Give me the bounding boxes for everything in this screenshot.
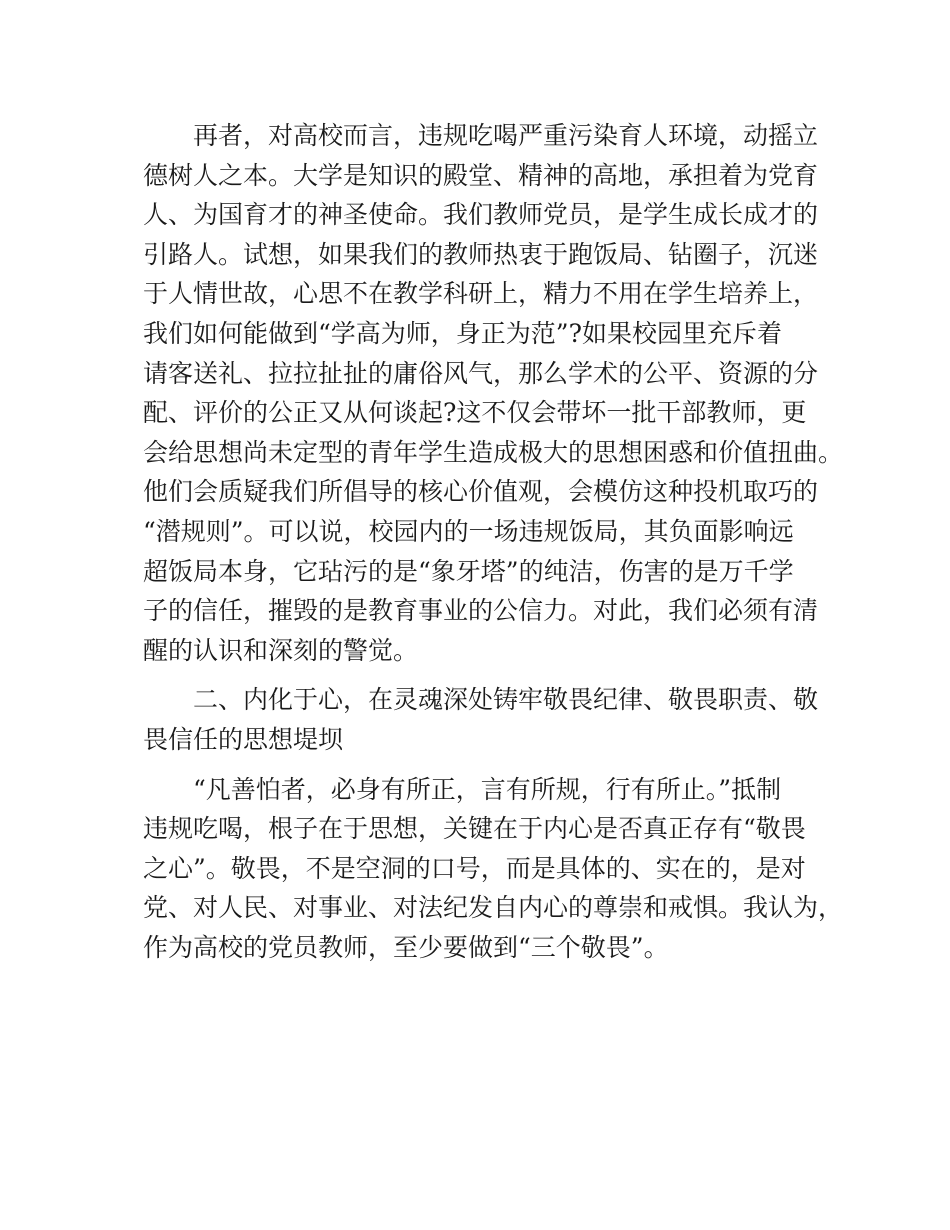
text-line: 引路人。试想，如果我们的教师热衷于跑饭局、钻圈子，沉迷	[143, 239, 819, 269]
text-line: 之心”。敬畏，不是空洞的口号，而是具体的、实在的，是对	[143, 853, 806, 883]
text-line: 作为高校的党员教师，至少要做到“三个敬畏”。	[143, 932, 669, 962]
text-line: 会给思想尚未定型的青年学生造成极大的思想困惑和价值扭曲。	[143, 437, 844, 467]
text-line: “潜规则”。可以说，校园内的一场违规饭局，其负面影响远	[143, 516, 794, 546]
text-line: “凡善怕者，必身有所正，言有所规，行有所止。”抵制	[143, 774, 782, 804]
text-line: 超饭局本身，它玷污的是“象牙塔”的纯洁，伤害的是万千学	[143, 556, 794, 586]
heading-line: 二、内化于心，在灵魂深处铸牢敬畏纪律、敬畏职责、敬	[143, 685, 819, 715]
text-line: 他们会质疑我们所倡导的核心价值观，会模仿这种投机取巧的	[143, 477, 819, 507]
text-line: 再者，对高校而言，违规吃喝严重污染育人环境，动摇立	[143, 121, 819, 150]
section-heading-two	[143, 680, 819, 759]
text-line: 配、评价的公正又从何谈起?这不仅会带坏一批干部教师，更	[143, 398, 807, 428]
text-line: 党、对人民、对事业、对法纪发自内心的尊崇和戒惧。我认为，	[143, 893, 844, 923]
text-line: 子的信任，摧毁的是教育事业的公信力。对此，我们必须有清	[143, 596, 819, 626]
text-line: 醒的认识和深刻的警觉。	[143, 635, 419, 665]
paragraph-campus-impact	[143, 116, 844, 670]
text-line: 于人情世故，心思不在教学科研上，精力不用在学生培养上，	[143, 279, 819, 309]
paragraph-gap	[143, 760, 815, 770]
text-line: 请客送礼、拉拉扯扯的庸俗风气，那么学术的公平、资源的分	[143, 358, 819, 388]
heading-line: 畏信任的思想堤坝	[143, 724, 344, 754]
text-line: 违规吃喝，根子在于思想，关键在于内心是否真正存有“敬畏	[143, 814, 806, 844]
text-line: 我们如何能做到“学高为师，身正为范”?如果校园里充斥着	[143, 318, 782, 348]
text-line: 人、为国育才的神圣使命。我们教师党员，是学生成长成才的	[143, 200, 819, 230]
paragraph-gap	[143, 670, 815, 680]
text-line: 德树人之本。大学是知识的殿堂、精神的高地，承担着为党育	[143, 160, 819, 190]
paragraph-reverence	[143, 770, 844, 968]
document-body	[143, 116, 844, 967]
